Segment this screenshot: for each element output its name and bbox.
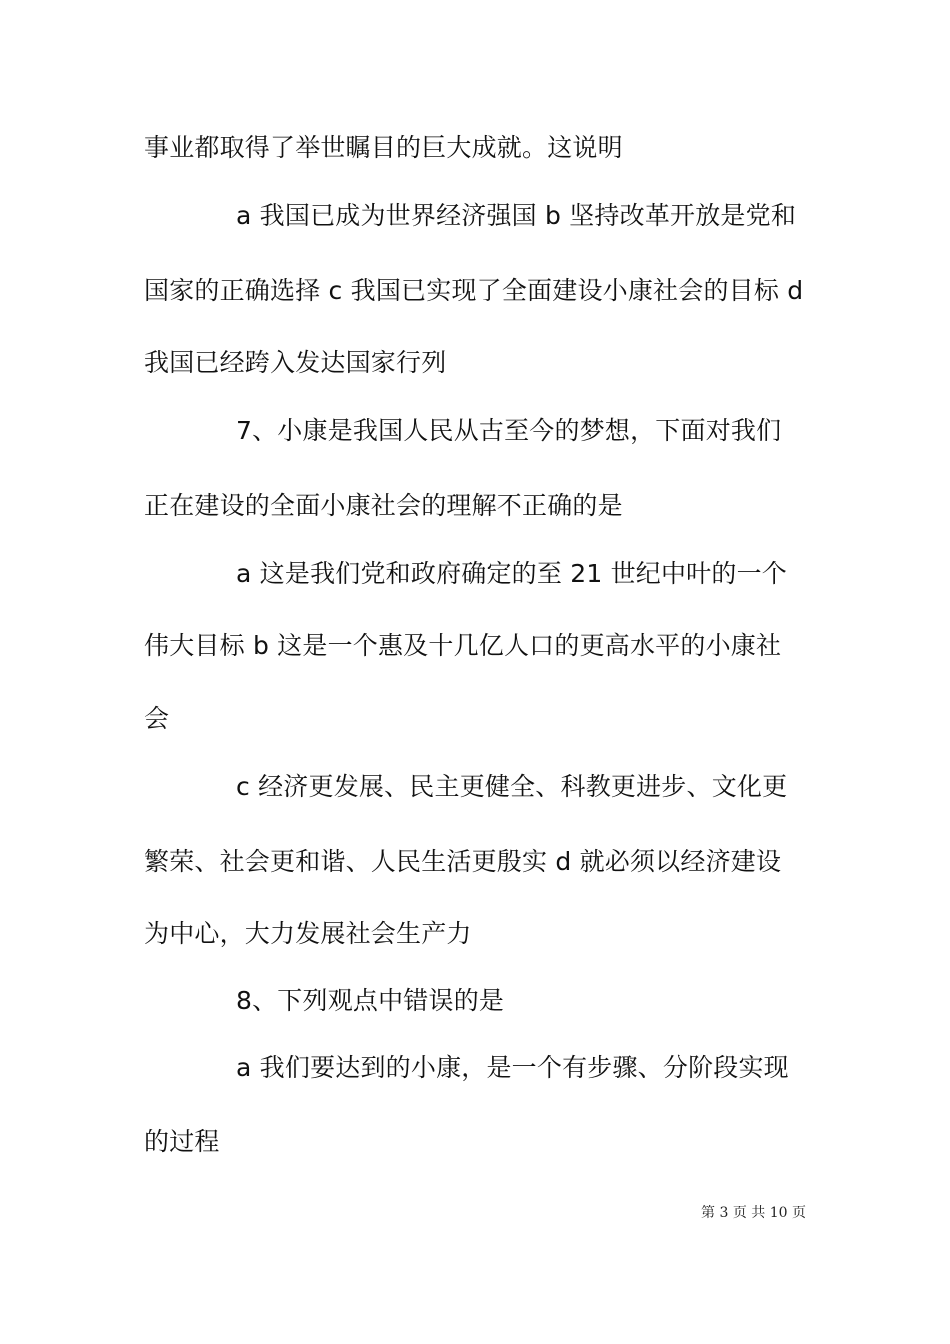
text-line-12: 为中心，大力发展社会生产力 (144, 919, 472, 948)
text-line-2: a 我国已成为世界经济强国 b 坚持改革开放是党和 (236, 201, 797, 230)
page-number: 第 3 页 共 10 页 (701, 1205, 806, 1221)
text-line-11: 繁荣、社会更和谐、人民生活更殷实 d 就必须以经济建设 (144, 847, 782, 876)
text-line-7: a 这是我们党和政府确定的至 21 世纪中叶的一个 (236, 559, 787, 588)
text-line-5: 7、小康是我国人民从古至今的梦想，下面对我们 (236, 416, 782, 445)
text-line-15: 的过程 (144, 1127, 220, 1156)
text-line-6: 正在建设的全面小康社会的理解不正确的是 (144, 491, 623, 520)
text-line-1: 事业都取得了举世瞩目的巨大成就。这说明 (144, 133, 623, 162)
text-line-10: c 经济更发展、民主更健全、科教更进步、文化更 (236, 772, 788, 801)
text-line-3: 国家的正确选择 c 我国已实现了全面建设小康社会的目标 d (144, 276, 804, 305)
text-line-9: 会 (144, 704, 170, 733)
text-line-8: 伟大目标 b 这是一个惠及十几亿人口的更高水平的小康社 (144, 631, 782, 660)
text-line-4: 我国已经跨入发达国家行列 (144, 348, 447, 377)
text-line-13: 8、下列观点中错误的是 (236, 986, 505, 1015)
text-line-14: a 我们要达到的小康，是一个有步骤、分阶段实现 (236, 1053, 789, 1082)
